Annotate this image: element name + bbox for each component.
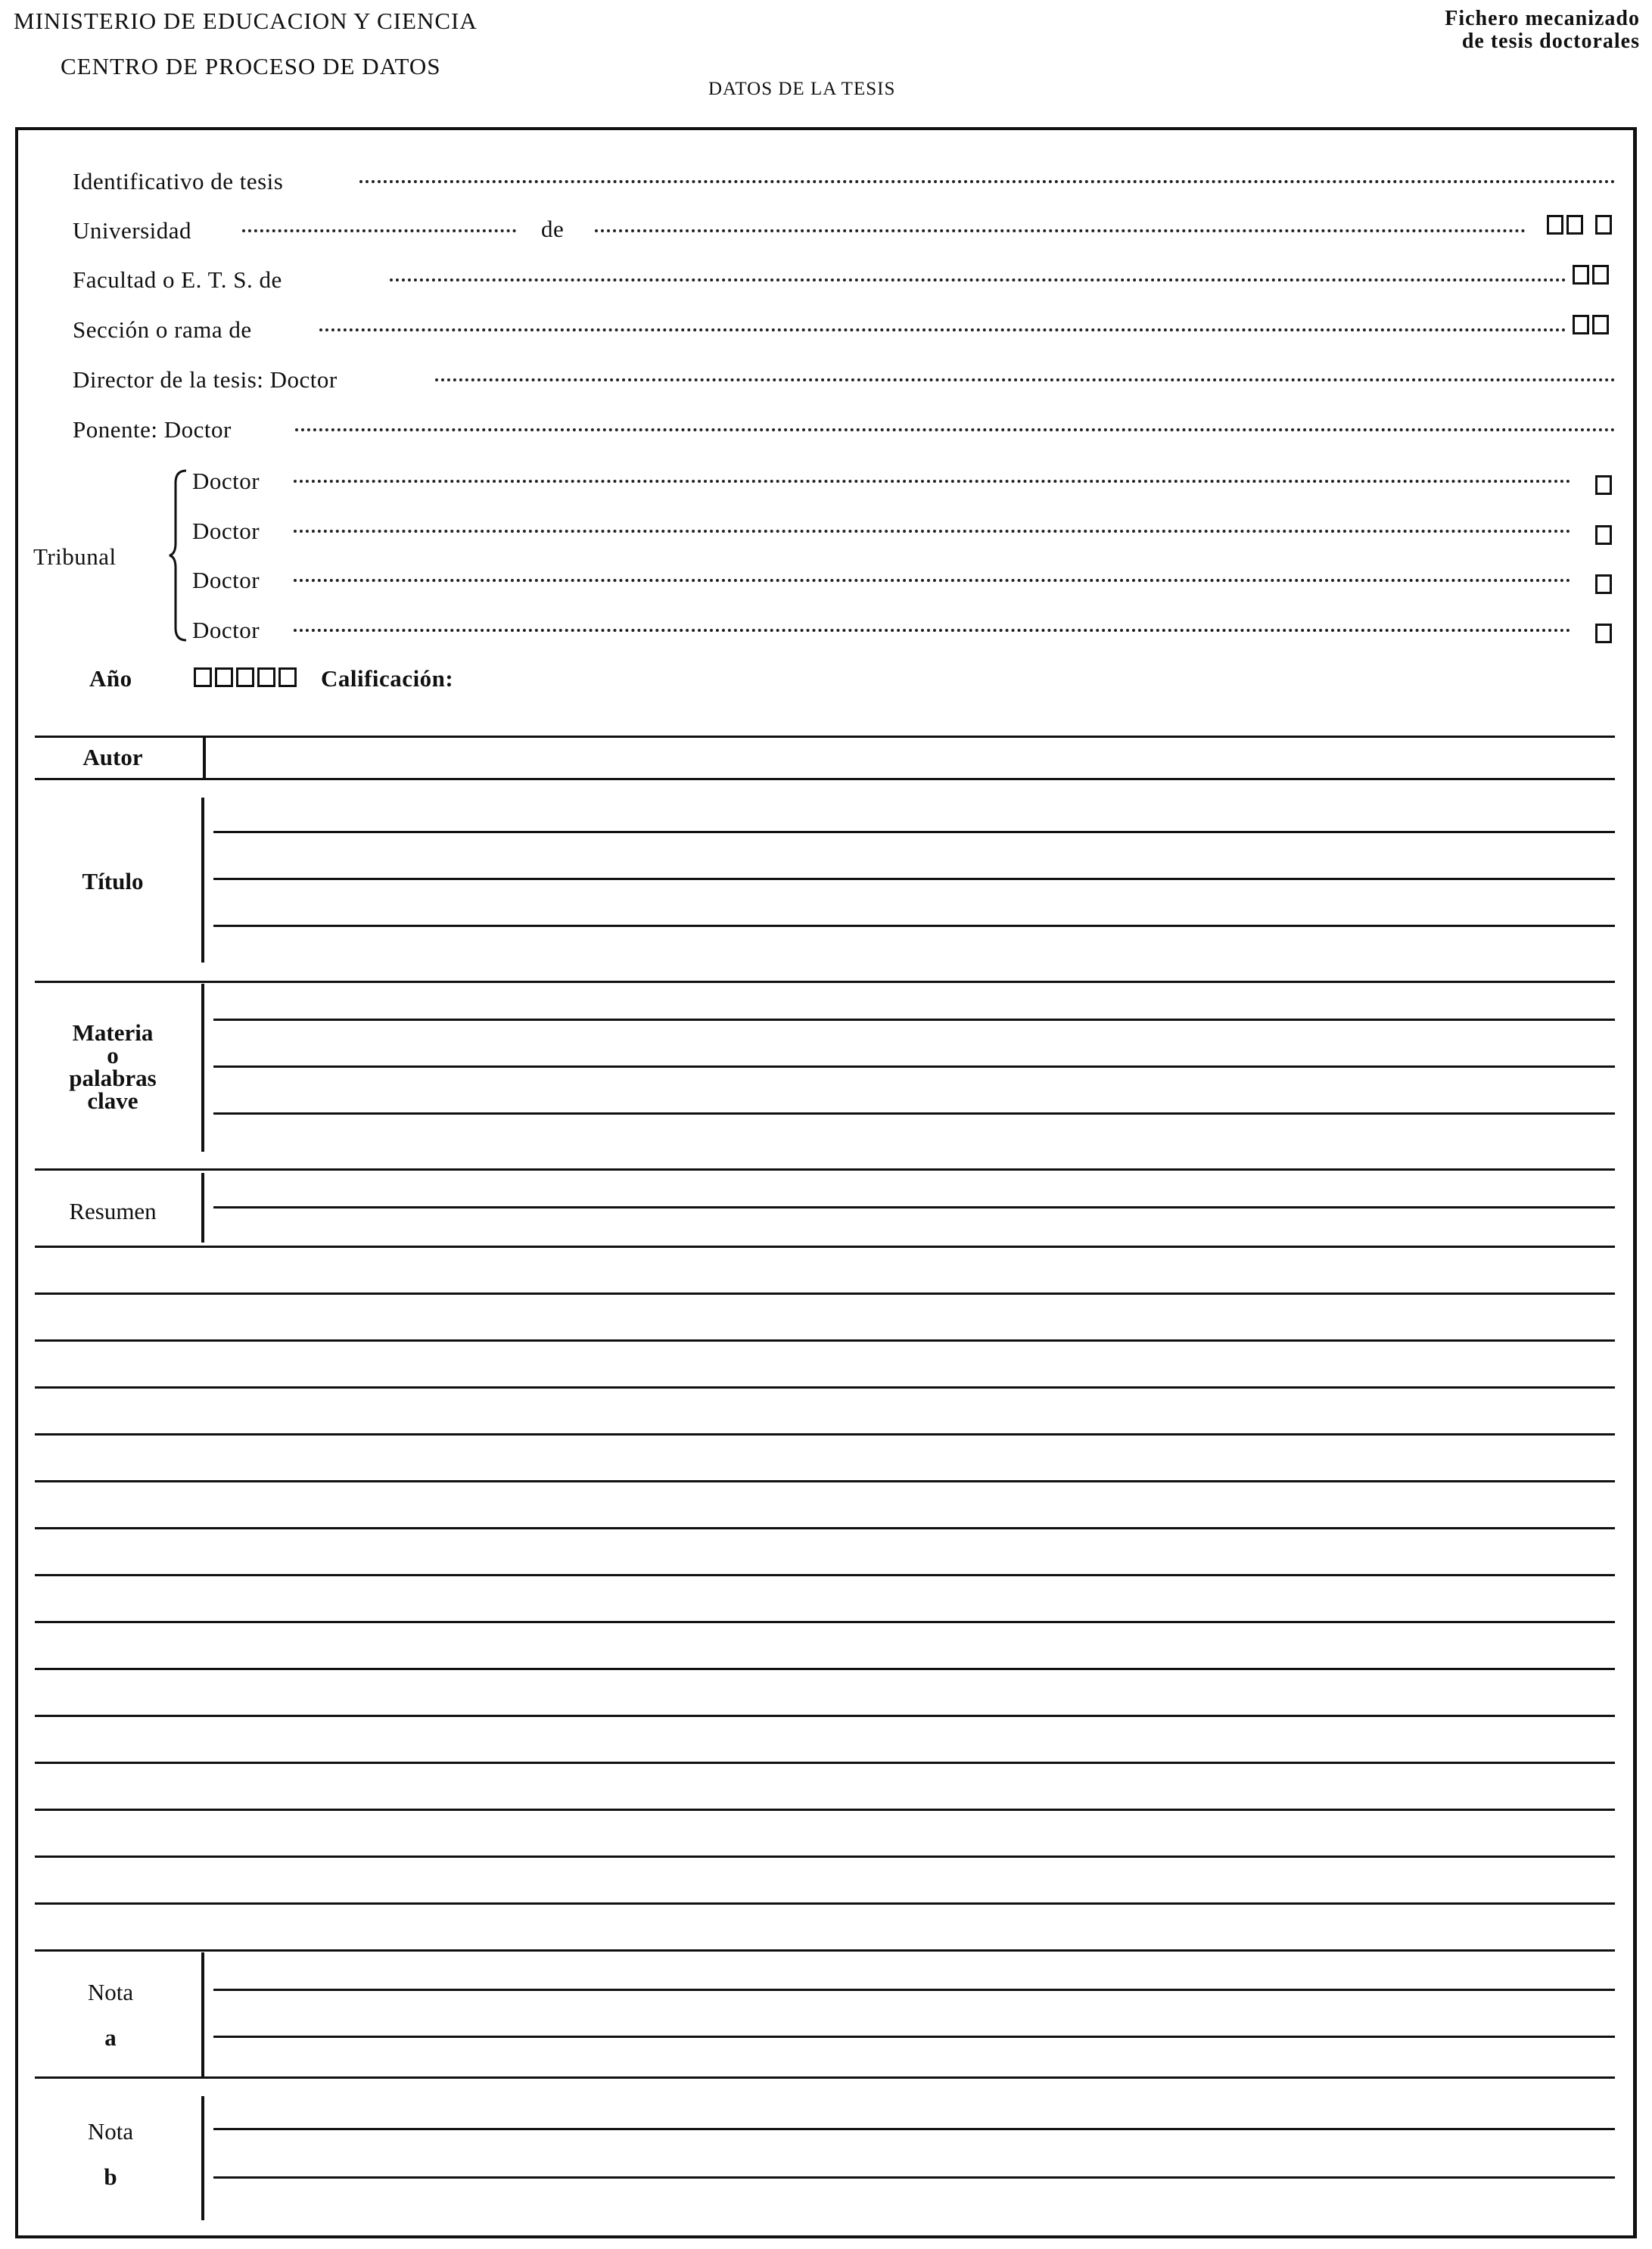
nota-a-divider (201, 1952, 204, 2076)
nota-b-label (35, 2120, 186, 2188)
file-caption-line-2: de tesis doctorales (1461, 30, 1640, 53)
tribunal-doctor-3-label: Doctor (192, 567, 260, 593)
titulo-line-2[interactable] (213, 878, 1615, 880)
materia-divider (201, 984, 204, 1152)
resumen-line-8[interactable] (35, 1574, 1615, 1576)
tribunal-doctor-4-field[interactable] (294, 629, 1571, 632)
anio-box-1[interactable] (194, 667, 212, 687)
resumen-label: Resumen (69, 1198, 157, 1224)
form-frame (15, 127, 1637, 2238)
nota-b-divider (201, 2096, 204, 2220)
materia-label-line-1: Materia (72, 1019, 154, 1046)
file-caption-line-1: Fichero mecanizado (1445, 7, 1640, 30)
anio-box-4[interactable] (278, 667, 297, 687)
universidad-code-box-1[interactable] (1547, 215, 1563, 235)
anio-box-3[interactable] (236, 667, 254, 687)
ministry-heading: MINISTERIO DE EDUCACION Y CIENCIA (14, 8, 478, 34)
titulo-line-1[interactable] (213, 831, 1615, 833)
resumen-line-9[interactable] (35, 1621, 1615, 1623)
autor-label: Autor (82, 744, 143, 770)
titulo-bottom-rule (35, 981, 1615, 983)
anio-box-5[interactable] (257, 667, 275, 687)
materia-label-line-2: o (107, 1042, 119, 1069)
tribunal-doctor-1-box[interactable] (1595, 475, 1612, 495)
materia-label-line-4: clave (87, 1087, 138, 1114)
resumen-line-0[interactable] (213, 1206, 1615, 1208)
anio-box-2[interactable] (215, 667, 233, 687)
tribunal-brace (168, 468, 191, 643)
tribunal-doctor-3-field[interactable] (294, 579, 1571, 582)
anio-label: Año (89, 665, 132, 692)
universidad-code-box-2[interactable] (1566, 215, 1583, 235)
calificacion-label: Calificación: (321, 665, 454, 692)
materia-label-line-3: palabras (69, 1065, 157, 1091)
resumen-line-1[interactable] (35, 1246, 1615, 1248)
form-title: DATOS DE LA TESIS (708, 79, 896, 99)
tribunal-doctor-1-field[interactable] (294, 480, 1571, 483)
seccion-code-box-2[interactable] (1592, 315, 1609, 334)
nota-b-label-line-1: Nota (87, 2118, 134, 2145)
tribunal-label: Tribunal (33, 543, 117, 570)
autor-divider (203, 737, 206, 779)
nota-b-line-1[interactable] (213, 2128, 1615, 2130)
nota-a-label (35, 1981, 186, 2049)
autor-top-rule (35, 736, 1615, 738)
resumen-line-5[interactable] (35, 1433, 1615, 1436)
seccion-code-box-1[interactable] (1573, 315, 1589, 334)
materia-line-3[interactable] (213, 1112, 1615, 1115)
titulo-divider (201, 798, 204, 963)
universidad-de-field[interactable] (595, 229, 1526, 232)
autor-field[interactable] (35, 778, 1615, 780)
materia-label (35, 1019, 191, 1114)
universidad-label: Universidad (73, 217, 192, 244)
resumen-line-14[interactable] (35, 1856, 1615, 1858)
facultad-code-box-1[interactable] (1573, 265, 1589, 285)
nota-b-line-2[interactable] (213, 2176, 1615, 2179)
resumen-line-7[interactable] (35, 1527, 1615, 1529)
resumen-line-12[interactable] (35, 1762, 1615, 1764)
resumen-bottom-rule (35, 1949, 1615, 1952)
facultad-label: Facultad o E. T. S. de (73, 266, 282, 293)
resumen-line-10[interactable] (35, 1668, 1615, 1670)
nota-a-label-line-1: Nota (87, 1979, 134, 2005)
tribunal-doctor-4-label: Doctor (192, 617, 260, 643)
seccion-field[interactable] (319, 328, 1566, 331)
nota-a-label-line-2: a (104, 2024, 117, 2051)
file-caption (1445, 8, 1640, 53)
universidad-code-box-3[interactable] (1595, 215, 1612, 235)
titulo-line-3[interactable] (213, 925, 1615, 927)
nota-b-label-line-2: b (104, 2163, 117, 2190)
facultad-field[interactable] (390, 278, 1566, 282)
resumen-line-3[interactable] (35, 1339, 1615, 1342)
resumen-line-2[interactable] (35, 1292, 1615, 1295)
identificativo-label: Identificativo de tesis (73, 168, 284, 194)
tribunal-doctor-3-box[interactable] (1595, 574, 1612, 594)
resumen-line-4[interactable] (35, 1386, 1615, 1389)
facultad-code-box-2[interactable] (1592, 265, 1609, 285)
seccion-label: Sección o rama de (73, 316, 252, 343)
tribunal-doctor-1-label: Doctor (192, 468, 260, 494)
center-heading: CENTRO DE PROCESO DE DATOS (61, 53, 441, 79)
resumen-line-11[interactable] (35, 1715, 1615, 1717)
de-label: de (541, 216, 565, 242)
identificativo-field[interactable] (359, 180, 1616, 183)
ponente-label: Ponente: Doctor (73, 416, 232, 443)
nota-a-line-1[interactable] (213, 1989, 1615, 1991)
universidad-field[interactable] (242, 229, 516, 232)
nota-a-bottom-rule (35, 2076, 1615, 2079)
titulo-label: Título (82, 868, 144, 894)
resumen-line-6[interactable] (35, 1480, 1615, 1482)
tribunal-doctor-4-box[interactable] (1595, 624, 1612, 643)
materia-bottom-rule (35, 1168, 1615, 1171)
resumen-line-15[interactable] (35, 1902, 1615, 1905)
materia-line-1[interactable] (213, 1019, 1615, 1021)
materia-line-2[interactable] (213, 1065, 1615, 1068)
tribunal-doctor-2-field[interactable] (294, 530, 1571, 533)
tribunal-doctor-2-box[interactable] (1595, 525, 1612, 545)
tribunal-doctor-2-label: Doctor (192, 518, 260, 544)
resumen-divider (201, 1173, 204, 1243)
resumen-line-13[interactable] (35, 1809, 1615, 1811)
nota-a-line-2[interactable] (213, 2036, 1615, 2038)
director-label: Director de la tesis: Doctor (73, 366, 338, 393)
ponente-field[interactable] (295, 428, 1616, 431)
director-field[interactable] (435, 378, 1616, 381)
